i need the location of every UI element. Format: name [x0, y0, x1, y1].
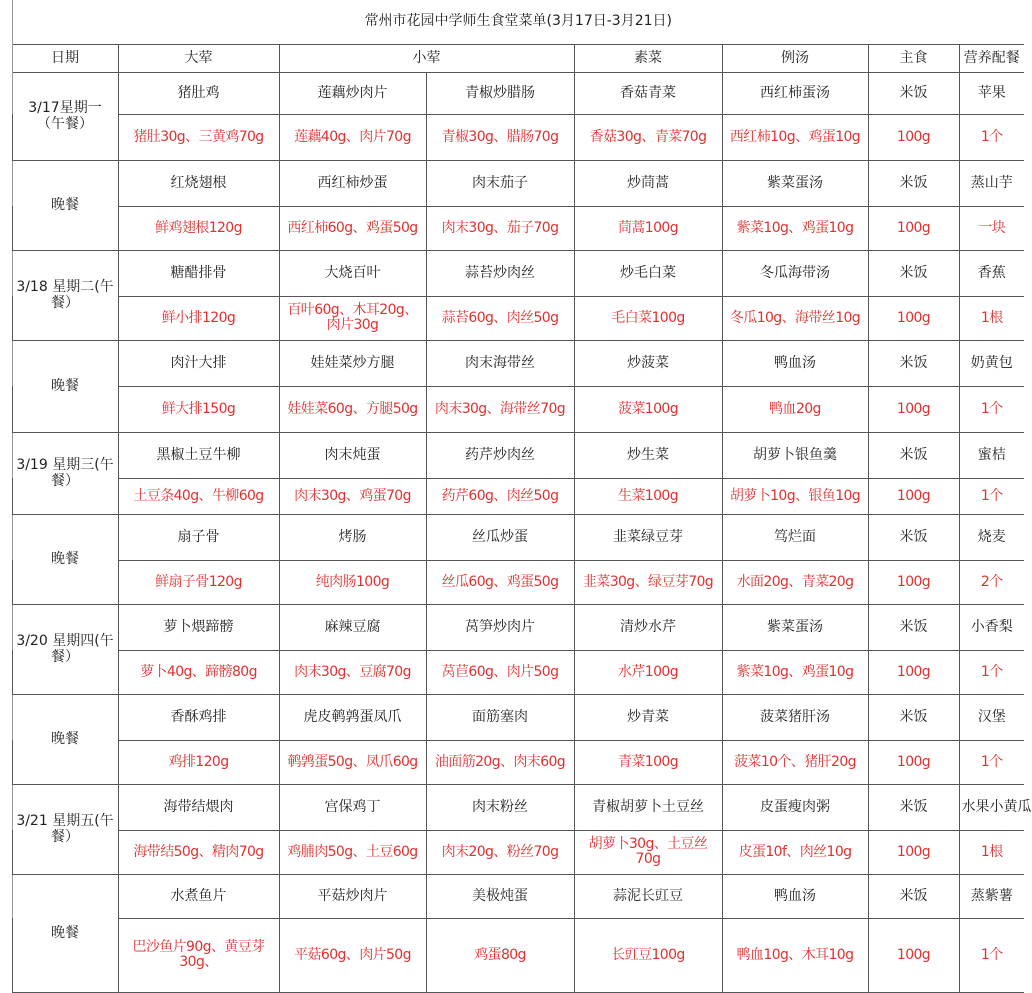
dish-vegetable: 炒菠菜 [574, 340, 722, 386]
amount-small-meat-1: 平菇60g、肉片50g [279, 918, 426, 992]
meal-label: 3/20 星期四(午餐） [12, 604, 118, 694]
meal-amount-row [0, 650, 1024, 694]
amount-staple: 100g [868, 740, 959, 784]
amount-soup: 鸭血10g、木耳10g [722, 918, 868, 992]
dish-main-meat: 糖醋排骨 [118, 250, 279, 296]
amount-small-meat-2: 药芹60g、肉丝50g [426, 478, 574, 514]
dish-main-meat: 扇子骨 [118, 514, 279, 560]
meal-label: 晚餐 [12, 514, 118, 604]
amount-small-meat-2: 肉末20g、粉丝70g [426, 830, 574, 874]
menu-title: 常州市花园中学师生食堂菜单(3月17日-3月21日) [12, 0, 1024, 44]
amount-small-meat-1: 鸡脯肉50g、土豆60g [279, 830, 426, 874]
dish-nutrition: 水果小黄瓜 [959, 784, 1024, 830]
meal-label: 3/21 星期五(午餐） [12, 784, 118, 874]
amount-vegetable: 青菜100g [574, 740, 722, 784]
meal-dish-row [0, 250, 1024, 296]
row-gutter [0, 340, 12, 386]
dish-staple: 米饭 [868, 72, 959, 114]
meal-amount-row [0, 918, 1024, 992]
row-gutter [0, 432, 12, 478]
header-small-meat: 小荤 [279, 44, 574, 72]
meal-label: 3/19 星期三(午餐） [12, 432, 118, 514]
dish-soup: 紫菜蛋汤 [722, 160, 868, 206]
dish-nutrition: 蒸紫薯 [959, 874, 1024, 918]
row-gutter [0, 250, 12, 296]
meal-label: 3/18 星期二(午餐） [12, 250, 118, 340]
dish-main-meat: 猪肚鸡 [118, 72, 279, 114]
amount-nutrition: 1个 [959, 478, 1024, 514]
dish-small-meat-2: 蒜苔炒肉丝 [426, 250, 574, 296]
meal-label: 3/17星期一（午餐） [12, 72, 118, 160]
dish-small-meat-1: 西红柿炒蛋 [279, 160, 426, 206]
header-main-meat: 大荤 [118, 44, 279, 72]
amount-small-meat-1: 西红柿60g、鸡蛋50g [279, 206, 426, 250]
amount-main-meat: 鸡排120g [118, 740, 279, 784]
meal-dish-row [0, 514, 1024, 560]
amount-nutrition: 1个 [959, 918, 1024, 992]
amount-nutrition: 1根 [959, 296, 1024, 340]
amount-small-meat-2: 青椒30g、腊肠70g [426, 114, 574, 160]
dish-small-meat-1: 莲藕炒肉片 [279, 72, 426, 114]
dish-small-meat-1: 宫保鸡丁 [279, 784, 426, 830]
dish-soup: 皮蛋瘦肉粥 [722, 784, 868, 830]
row-gutter [0, 296, 12, 340]
header-soup: 例汤 [722, 44, 868, 72]
dish-nutrition: 汉堡 [959, 694, 1024, 740]
dish-vegetable: 炒茼蒿 [574, 160, 722, 206]
dish-vegetable: 香菇青菜 [574, 72, 722, 114]
amount-soup: 胡萝卜10g、银鱼10g [722, 478, 868, 514]
meal-amount-row [0, 830, 1024, 874]
dish-small-meat-1: 肉末炖蛋 [279, 432, 426, 478]
dish-soup: 西红柿蛋汤 [722, 72, 868, 114]
dish-small-meat-1: 麻辣豆腐 [279, 604, 426, 650]
dish-staple: 米饭 [868, 160, 959, 206]
amount-soup: 紫菜10g、鸡蛋10g [722, 206, 868, 250]
row-gutter [0, 206, 12, 250]
dish-main-meat: 水煮鱼片 [118, 874, 279, 918]
dish-soup: 冬瓜海带汤 [722, 250, 868, 296]
meal-amount-row [0, 114, 1024, 160]
dish-vegetable: 韭菜绿豆芽 [574, 514, 722, 560]
row-gutter [0, 694, 12, 740]
dish-staple: 米饭 [868, 514, 959, 560]
amount-staple: 100g [868, 478, 959, 514]
row-gutter [0, 560, 12, 604]
dish-small-meat-2: 面筋塞肉 [426, 694, 574, 740]
meal-dish-row [0, 694, 1024, 740]
amount-small-meat-1: 娃娃菜60g、方腿50g [279, 386, 426, 432]
amount-staple: 100g [868, 206, 959, 250]
amount-nutrition: 1个 [959, 740, 1024, 784]
dish-vegetable: 炒青菜 [574, 694, 722, 740]
dish-nutrition: 烧麦 [959, 514, 1024, 560]
meal-dish-row [0, 432, 1024, 478]
dish-small-meat-2: 莴笋炒肉片 [426, 604, 574, 650]
dish-soup: 笃烂面 [722, 514, 868, 560]
header-date: 日期 [12, 44, 118, 72]
amount-vegetable: 胡萝卜30g、土豆丝70g [574, 830, 722, 874]
row-gutter [0, 114, 12, 160]
row-gutter [0, 160, 12, 206]
amount-main-meat: 巴沙鱼片90g、黄豆芽30g、 [118, 918, 279, 992]
amount-small-meat-1: 百叶60g、木耳20g、肉片30g [279, 296, 426, 340]
amount-small-meat-2: 肉末30g、茄子70g [426, 206, 574, 250]
amount-vegetable: 韭菜30g、绿豆芽70g [574, 560, 722, 604]
meal-label: 晚餐 [12, 160, 118, 250]
dish-small-meat-1: 娃娃菜炒方腿 [279, 340, 426, 386]
dish-small-meat-2: 药芹炒肉丝 [426, 432, 574, 478]
dish-soup: 菠菜猪肝汤 [722, 694, 868, 740]
row-gutter [0, 784, 12, 830]
row-gutter [0, 650, 12, 694]
dish-staple: 米饭 [868, 432, 959, 478]
dish-small-meat-1: 烤肠 [279, 514, 426, 560]
amount-staple: 100g [868, 650, 959, 694]
dish-main-meat: 香酥鸡排 [118, 694, 279, 740]
dish-main-meat: 肉汁大排 [118, 340, 279, 386]
amount-staple: 100g [868, 296, 959, 340]
dish-staple: 米饭 [868, 694, 959, 740]
dish-small-meat-2: 美极炖蛋 [426, 874, 574, 918]
dish-small-meat-2: 肉末粉丝 [426, 784, 574, 830]
amount-staple: 100g [868, 386, 959, 432]
meal-label: 晚餐 [12, 874, 118, 992]
row-gutter [0, 386, 12, 432]
dish-vegetable: 青椒胡萝卜土豆丝 [574, 784, 722, 830]
row-gutter [0, 514, 12, 560]
amount-small-meat-1: 纯肉肠100g [279, 560, 426, 604]
amount-vegetable: 水芹100g [574, 650, 722, 694]
amount-vegetable: 生菜100g [574, 478, 722, 514]
header-staple: 主食 [868, 44, 959, 72]
dish-staple: 米饭 [868, 250, 959, 296]
amount-main-meat: 鲜小排120g [118, 296, 279, 340]
meal-label: 晚餐 [12, 340, 118, 432]
row-gutter [0, 918, 12, 992]
amount-small-meat-1: 肉末30g、豆腐70g [279, 650, 426, 694]
amount-staple: 100g [868, 114, 959, 160]
amount-nutrition: 一块 [959, 206, 1024, 250]
meal-amount-row [0, 296, 1024, 340]
dish-staple: 米饭 [868, 874, 959, 918]
dish-main-meat: 红烧翅根 [118, 160, 279, 206]
amount-soup: 鸭血20g [722, 386, 868, 432]
dish-small-meat-1: 平菇炒肉片 [279, 874, 426, 918]
meal-dish-row [0, 72, 1024, 114]
amount-soup: 西红柿10g、鸡蛋10g [722, 114, 868, 160]
meal-dish-row [0, 604, 1024, 650]
amount-small-meat-2: 莴苣60g、肉片50g [426, 650, 574, 694]
dish-soup: 胡萝卜银鱼羹 [722, 432, 868, 478]
meal-amount-row [0, 478, 1024, 514]
amount-main-meat: 海带结50g、精肉70g [118, 830, 279, 874]
header-vegetable: 素菜 [574, 44, 722, 72]
row-gutter [0, 0, 12, 44]
dish-small-meat-1: 虎皮鹌鹑蛋凤爪 [279, 694, 426, 740]
meal-amount-row [0, 560, 1024, 604]
amount-nutrition: 1个 [959, 650, 1024, 694]
amount-main-meat: 猪肚30g、三黄鸡70g [118, 114, 279, 160]
dish-soup: 紫菜蛋汤 [722, 604, 868, 650]
row-gutter [0, 740, 12, 784]
dish-vegetable: 蒜泥长豇豆 [574, 874, 722, 918]
dish-nutrition: 苹果 [959, 72, 1024, 114]
dish-main-meat: 海带结煨肉 [118, 784, 279, 830]
dish-small-meat-1: 大烧百叶 [279, 250, 426, 296]
amount-main-meat: 鲜扇子骨120g [118, 560, 279, 604]
row-gutter [0, 44, 12, 72]
amount-small-meat-2: 鸡蛋80g [426, 918, 574, 992]
amount-small-meat-2: 丝瓜60g、鸡蛋50g [426, 560, 574, 604]
amount-main-meat: 鲜鸡翅根120g [118, 206, 279, 250]
row-gutter [0, 604, 12, 650]
meal-dish-row [0, 160, 1024, 206]
amount-staple: 100g [868, 560, 959, 604]
amount-vegetable: 毛白菜100g [574, 296, 722, 340]
amount-vegetable: 菠菜100g [574, 386, 722, 432]
amount-nutrition: 1根 [959, 830, 1024, 874]
meal-dish-row [0, 340, 1024, 386]
meal-dish-row [0, 874, 1024, 918]
amount-main-meat: 土豆条40g、牛柳60g [118, 478, 279, 514]
amount-soup: 菠菜10个、猪肝20g [722, 740, 868, 784]
amount-vegetable: 香菇30g、青菜70g [574, 114, 722, 160]
amount-vegetable: 长豇豆100g [574, 918, 722, 992]
dish-nutrition: 蒸山芋 [959, 160, 1024, 206]
dish-soup: 鸭血汤 [722, 340, 868, 386]
amount-staple: 100g [868, 830, 959, 874]
amount-staple: 100g [868, 918, 959, 992]
dish-soup: 鸭血汤 [722, 874, 868, 918]
amount-soup: 紫菜10g、鸡蛋10g [722, 650, 868, 694]
amount-main-meat: 鲜大排150g [118, 386, 279, 432]
dish-small-meat-2: 肉末茄子 [426, 160, 574, 206]
dish-nutrition: 小香梨 [959, 604, 1024, 650]
amount-vegetable: 茼蒿100g [574, 206, 722, 250]
dish-vegetable: 炒毛白菜 [574, 250, 722, 296]
amount-small-meat-1: 肉末30g、鸡蛋70g [279, 478, 426, 514]
dish-small-meat-2: 青椒炒腊肠 [426, 72, 574, 114]
row-gutter [0, 478, 12, 514]
meal-dish-row [0, 784, 1024, 830]
meal-amount-row [0, 740, 1024, 784]
dish-staple: 米饭 [868, 340, 959, 386]
amount-soup: 水面20g、青菜20g [722, 560, 868, 604]
dish-main-meat: 黑椒土豆牛柳 [118, 432, 279, 478]
dish-small-meat-2: 丝瓜炒蛋 [426, 514, 574, 560]
amount-small-meat-1: 莲藕40g、肉片70g [279, 114, 426, 160]
amount-small-meat-2: 蒜苔60g、肉丝50g [426, 296, 574, 340]
amount-small-meat-2: 肉末30g、海带丝70g [426, 386, 574, 432]
amount-soup: 皮蛋10f、肉丝10g [722, 830, 868, 874]
row-gutter [0, 72, 12, 114]
dish-nutrition: 奶黄包 [959, 340, 1024, 386]
row-gutter [0, 830, 12, 874]
dish-staple: 米饭 [868, 604, 959, 650]
dish-vegetable: 清炒水芹 [574, 604, 722, 650]
amount-small-meat-2: 油面筋20g、肉末60g [426, 740, 574, 784]
amount-nutrition: 1个 [959, 114, 1024, 160]
dish-main-meat: 萝卜煨蹄髈 [118, 604, 279, 650]
amount-small-meat-1: 鹌鹑蛋50g、凤爪60g [279, 740, 426, 784]
header-nutrition: 营养配餐 [959, 44, 1024, 72]
row-gutter [0, 874, 12, 918]
meal-label: 晚餐 [12, 694, 118, 784]
dish-small-meat-2: 肉末海带丝 [426, 340, 574, 386]
meal-amount-row [0, 386, 1024, 432]
dish-nutrition: 蜜桔 [959, 432, 1024, 478]
amount-main-meat: 萝卜40g、蹄髈80g [118, 650, 279, 694]
meal-amount-row [0, 206, 1024, 250]
amount-nutrition: 1个 [959, 386, 1024, 432]
amount-nutrition: 2个 [959, 560, 1024, 604]
dish-staple: 米饭 [868, 784, 959, 830]
dish-nutrition: 香蕉 [959, 250, 1024, 296]
dish-vegetable: 炒生菜 [574, 432, 722, 478]
amount-soup: 冬瓜10g、海带丝10g [722, 296, 868, 340]
